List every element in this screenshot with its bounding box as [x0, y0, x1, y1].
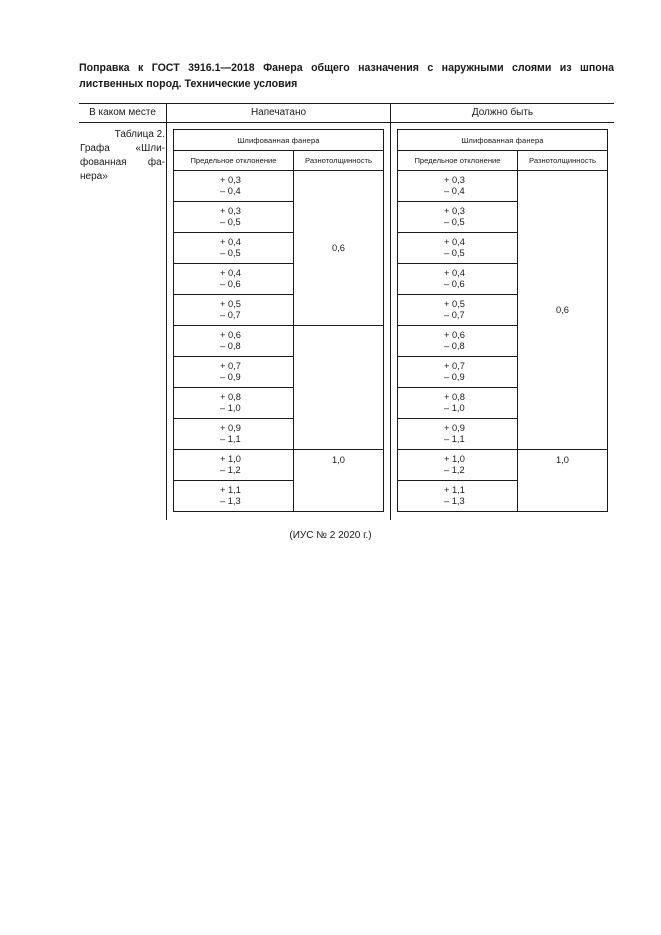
group-header: Шлифованная фанера	[174, 130, 384, 151]
deviation-cell: + 0,7 – 0,9	[398, 357, 518, 388]
deviation-cell: + 0,4 – 0,6	[398, 264, 518, 295]
outer-top-rule	[79, 103, 614, 104]
deviation-cell: + 0,4 – 0,6	[174, 264, 294, 295]
deviation-cell: + 0,6 – 0,8	[174, 326, 294, 357]
location-line: Таблица 2.	[114, 129, 165, 140]
thickness-header: Разнотолщинность	[294, 151, 384, 171]
deviation-cell: + 0,7 – 0,9	[174, 357, 294, 388]
location-line: фованная фа-	[80, 157, 165, 168]
thickness-cell: 0,6	[294, 171, 384, 326]
thickness-cell: 1,0	[294, 450, 384, 512]
deviation-cell: + 0,4 – 0,5	[174, 233, 294, 264]
footer-note: (ИУС № 2 2020 г.)	[289, 530, 372, 541]
deviation-cell: + 0,5 – 0,7	[174, 295, 294, 326]
deviation-cell: + 0,8 – 1,0	[398, 388, 518, 419]
group-header: Шлифованная фанера	[398, 130, 608, 151]
deviation-cell: + 0,4 – 0,5	[398, 233, 518, 264]
thickness-cell: 0,6	[518, 171, 608, 450]
deviation-cell: + 0,6 – 0,8	[398, 326, 518, 357]
column-header-should-be: Должно быть	[471, 107, 534, 118]
deviation-cell: + 0,9 – 1,1	[398, 419, 518, 450]
outer-divider-2	[390, 103, 391, 520]
thickness-header: Разнотолщинность	[518, 151, 608, 171]
deviation-cell: + 0,3 – 0,4	[174, 171, 294, 202]
deviation-cell: + 0,3 – 0,4	[398, 171, 518, 202]
column-header-printed: Напечатано	[250, 107, 307, 118]
printed-table	[173, 129, 384, 512]
column-header-where: В каком месте	[89, 107, 156, 118]
deviation-cell: + 0,8 – 1,0	[174, 388, 294, 419]
deviation-cell: + 1,1 – 1,3	[174, 481, 294, 512]
outer-divider-1	[166, 103, 167, 520]
location-line: нера»	[80, 171, 108, 182]
deviation-header: Предельное отклонение	[398, 151, 518, 171]
deviation-cell: + 0,5 – 0,7	[398, 295, 518, 326]
outer-header-rule	[79, 122, 614, 123]
deviation-header: Предельное отклонение	[174, 151, 294, 171]
deviation-cell: + 1,1 – 1,3	[398, 481, 518, 512]
page-title: Поправка к ГОСТ 3916.1—2018 Фанера общего назначения с наружными слоями из шпона лиственных пород. Технические условия	[79, 62, 614, 90]
thickness-cell: 1,0	[518, 450, 608, 512]
deviation-cell: + 0,9 – 1,1	[174, 419, 294, 450]
location-description	[80, 128, 165, 184]
deviation-cell: + 1,0 – 1,2	[174, 450, 294, 481]
thickness-cell-empty	[294, 326, 384, 450]
location-line: Графа «Шли-	[80, 143, 165, 154]
deviation-cell: + 0,3 – 0,5	[398, 202, 518, 233]
deviation-cell: + 0,3 – 0,5	[174, 202, 294, 233]
should-be-table	[397, 129, 608, 512]
deviation-cell: + 1,0 – 1,2	[398, 450, 518, 481]
